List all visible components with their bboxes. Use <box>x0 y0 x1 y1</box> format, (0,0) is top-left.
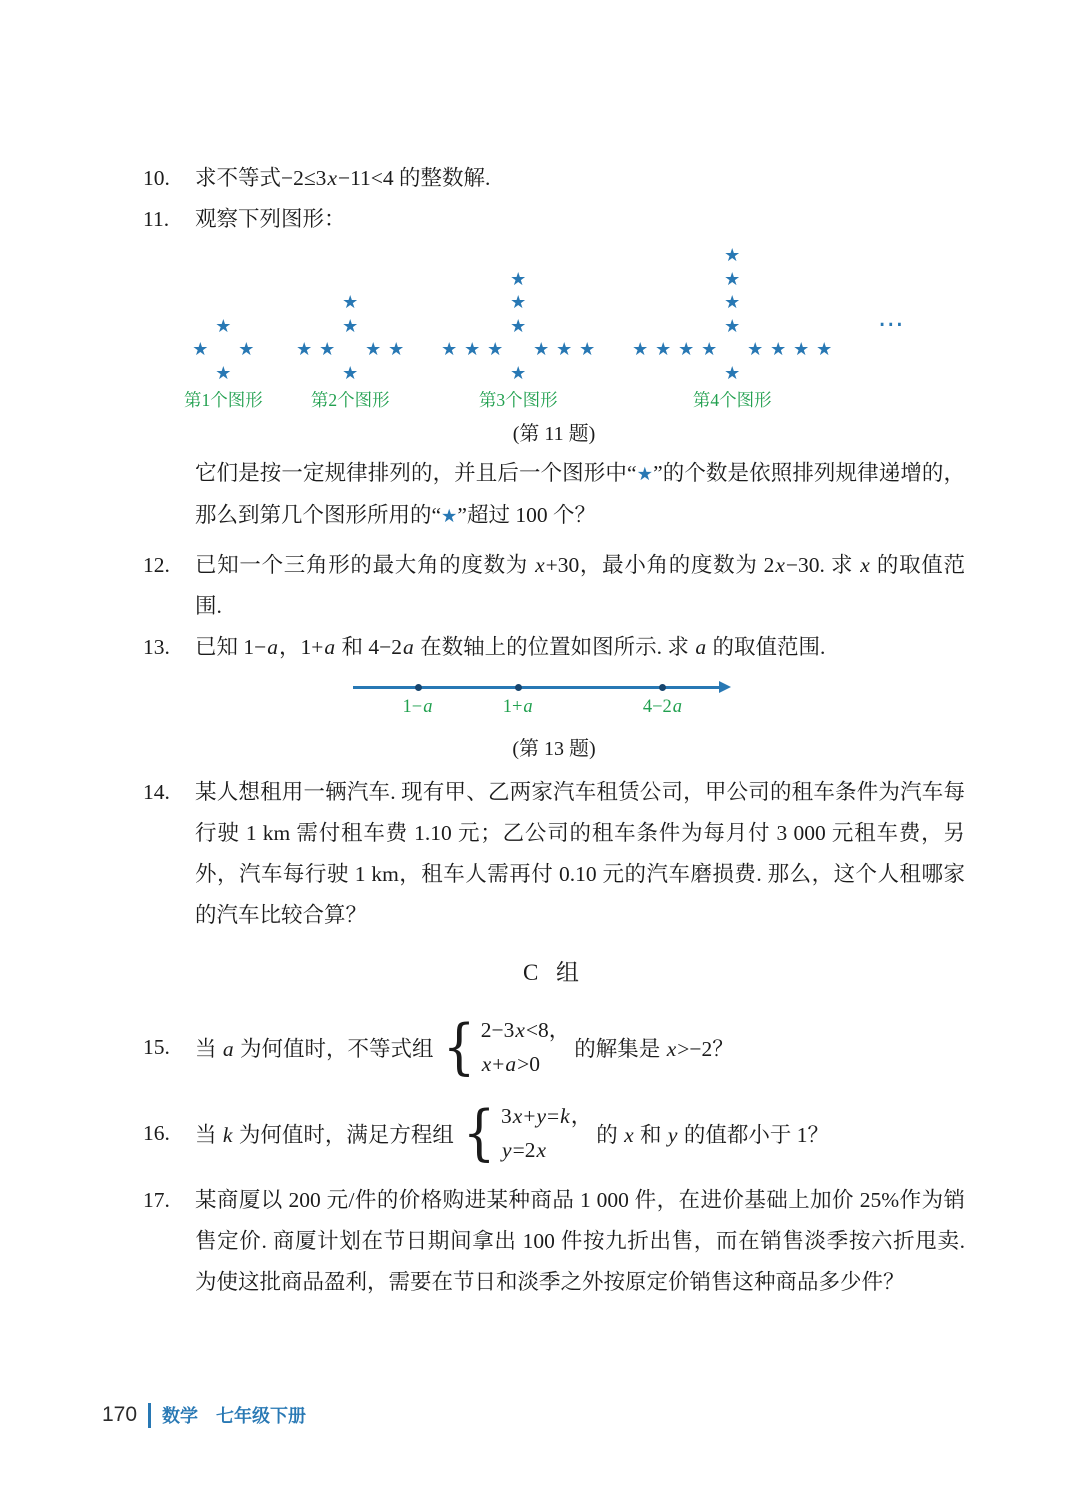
text-segment: 1− <box>402 697 423 717</box>
empty-cell <box>652 268 675 292</box>
text-segment: a <box>267 635 279 659</box>
empty-cell <box>189 315 212 339</box>
empty-cell <box>813 362 836 386</box>
empty-cell <box>461 291 484 315</box>
empty-cell <box>189 362 212 386</box>
empty-cell <box>767 244 790 268</box>
empty-cell <box>744 315 767 339</box>
empty-cell <box>212 338 235 362</box>
empty-cell <box>530 291 553 315</box>
point-label <box>503 697 534 718</box>
star-icon: ★ <box>342 362 359 384</box>
empty-cell <box>484 268 507 292</box>
empty-cell <box>553 291 576 315</box>
system-16-line-2 <box>501 1133 592 1167</box>
page-number: 170 <box>102 1403 138 1426</box>
star-icon: ★ <box>579 339 596 361</box>
empty-cell <box>461 268 484 292</box>
text-segment: 求不等式−2≤3 <box>195 166 327 190</box>
problem-14-text <box>195 772 965 936</box>
problem-15-number: 15. <box>143 1034 170 1059</box>
problem-12 <box>143 545 965 627</box>
text-segment: >0 <box>517 1052 541 1076</box>
text-segment: ， <box>570 1104 593 1128</box>
star-icon: ★ <box>319 339 336 361</box>
empty-cell <box>438 268 461 292</box>
problem-13 <box>143 627 965 668</box>
text-segment: >−2？ <box>677 1036 734 1061</box>
star-grid <box>189 315 258 386</box>
text-segment: ”超过 100 个？ <box>457 503 596 527</box>
text-segment: 它们是按一定规律排列的，并且后一个图形中“ <box>195 461 637 485</box>
empty-cell <box>629 362 652 386</box>
empty-cell <box>293 315 316 339</box>
empty-cell <box>767 362 790 386</box>
empty-cell <box>629 315 652 339</box>
empty-cell <box>675 244 698 268</box>
footer-divider <box>148 1403 151 1428</box>
empty-cell <box>698 268 721 292</box>
text-segment: 和 4−2 <box>336 635 403 659</box>
problem-13-text <box>195 627 965 668</box>
star-figure-4 <box>629 244 836 411</box>
problem-16-suffix <box>596 1118 829 1149</box>
problem-11 <box>143 199 965 240</box>
empty-cell <box>293 362 316 386</box>
text-segment: 在数轴上的位置如图所示. 求 <box>414 635 695 659</box>
empty-cell <box>698 244 721 268</box>
star-icon: ★ <box>770 339 787 361</box>
text-segment: ”的个数是依照排列规律递增的，那么到第几个图形所用的“ <box>195 461 966 527</box>
problem-16 <box>143 1090 965 1176</box>
star-icon: ★ <box>510 292 527 314</box>
text-segment: a <box>672 697 683 717</box>
text-segment: k <box>222 1122 233 1147</box>
figure-label: 第2个图形 <box>310 390 390 410</box>
problem-11-number: 11. <box>143 207 170 231</box>
text-segment: 的取值范围. <box>195 553 965 618</box>
text-segment: −11<4 的整数解. <box>337 166 491 190</box>
empty-cell <box>461 362 484 386</box>
text-segment: + <box>492 1052 505 1076</box>
text-segment: x <box>481 1052 492 1076</box>
empty-cell <box>698 315 721 339</box>
star-icon: ★ <box>510 315 527 337</box>
empty-cell <box>530 362 553 386</box>
text-segment: 的取值范围. <box>707 635 826 659</box>
text-segment: 的解集是 <box>574 1036 666 1061</box>
figure13-caption: (第 13 题) <box>512 738 596 760</box>
section-c-heading: C 组 <box>522 960 586 985</box>
figure11-caption: (第 11 题) <box>512 423 596 445</box>
empty-cell <box>790 268 813 292</box>
empty-cell <box>629 291 652 315</box>
empty-cell <box>675 315 698 339</box>
text-segment: y <box>536 1104 546 1128</box>
empty-cell <box>316 315 339 339</box>
empty-cell <box>461 315 484 339</box>
point-dot <box>515 684 522 691</box>
text-segment: a <box>505 1052 517 1076</box>
empty-cell <box>652 244 675 268</box>
text-segment: k <box>560 1104 570 1128</box>
text-segment: 4−2 <box>642 697 672 717</box>
text-segment: 3 <box>501 1104 512 1128</box>
text-segment: 已知 1− <box>195 635 267 659</box>
text-segment: a <box>523 697 533 717</box>
empty-cell <box>744 244 767 268</box>
star-icon: ★ <box>816 339 833 361</box>
number-line-arrowhead-icon <box>719 681 731 693</box>
text-segment: a <box>222 1036 234 1061</box>
empty-cell <box>813 268 836 292</box>
star-icon: ★ <box>510 268 527 290</box>
figure-label: 第3个图形 <box>478 390 558 410</box>
text-segment: =2 <box>512 1138 536 1162</box>
system-lines <box>501 1099 592 1167</box>
empty-cell <box>484 291 507 315</box>
empty-cell <box>698 362 721 386</box>
star-icon: ★ <box>510 362 527 384</box>
empty-cell <box>576 362 599 386</box>
star-icon: ★ <box>556 339 573 361</box>
system-16-line-1 <box>501 1099 592 1133</box>
footer-book-title: 七年级下册 <box>216 1406 307 1426</box>
star-figure-1 <box>184 315 263 412</box>
star-grid <box>629 244 836 385</box>
star-icon: ★ <box>678 339 695 361</box>
figure-label: 第4个图形 <box>692 390 772 410</box>
star-icon: ★ <box>487 339 504 361</box>
empty-cell <box>362 291 385 315</box>
text-segment: a <box>403 635 414 659</box>
exercise-content <box>143 158 965 1303</box>
star-icon: ★ <box>632 339 649 361</box>
text-segment: 的值都小于 1？ <box>678 1122 829 1147</box>
star-icon: ★ <box>636 464 654 485</box>
empty-cell <box>652 291 675 315</box>
empty-cell <box>675 268 698 292</box>
problem-11-paragraph <box>143 453 965 537</box>
text-segment: x <box>860 553 870 577</box>
empty-cell <box>316 362 339 386</box>
problem-14-number: 14. <box>143 780 170 804</box>
text-segment: x <box>775 553 785 577</box>
problem-10 <box>143 158 965 199</box>
text-segment: a <box>695 635 707 659</box>
problem-15-suffix <box>574 1032 733 1063</box>
figure-label: 第1个图形 <box>184 390 263 410</box>
star-icon: ★ <box>724 292 741 314</box>
empty-cell <box>576 291 599 315</box>
star-icon: ★ <box>215 362 232 384</box>
problem-10-number: 10. <box>143 166 170 190</box>
star-icon: ★ <box>238 339 255 361</box>
point-label <box>403 697 434 718</box>
star-icon: ★ <box>724 245 741 267</box>
empty-cell <box>767 268 790 292</box>
text-segment: x <box>327 166 337 190</box>
star-icon: ★ <box>215 315 232 337</box>
empty-cell <box>339 338 362 362</box>
empty-cell <box>438 362 461 386</box>
page-footer <box>102 1402 306 1428</box>
empty-cell <box>438 315 461 339</box>
system-lines <box>481 1013 571 1081</box>
text-segment: 和 <box>634 1122 667 1147</box>
star-icon: ★ <box>342 315 359 337</box>
equation-system-16 <box>460 1099 592 1167</box>
star-icon: ★ <box>441 506 458 527</box>
text-segment: x <box>624 1122 634 1147</box>
star-icon: ★ <box>388 339 405 361</box>
system-15-line-2 <box>481 1047 571 1081</box>
empty-cell <box>675 362 698 386</box>
system-15-line-1 <box>481 1013 571 1047</box>
text-segment: −30. 求 <box>785 553 860 577</box>
empty-cell <box>790 291 813 315</box>
star-icon: ★ <box>533 339 550 361</box>
empty-cell <box>235 362 258 386</box>
empty-cell <box>553 268 576 292</box>
text-segment: 的 <box>596 1122 624 1147</box>
empty-cell <box>790 244 813 268</box>
empty-cell <box>530 315 553 339</box>
empty-cell <box>767 315 790 339</box>
problem-17 <box>143 1180 965 1303</box>
star-icon: ★ <box>724 315 741 337</box>
star-icon: ★ <box>724 362 741 384</box>
text-segment: 1+ <box>502 697 523 717</box>
empty-cell <box>438 291 461 315</box>
star-icon: ★ <box>747 339 764 361</box>
empty-cell <box>235 315 258 339</box>
figure13-number-line <box>353 676 731 728</box>
star-figures-row <box>184 244 965 411</box>
empty-cell <box>813 291 836 315</box>
text-segment: 为何值时，不等式组 <box>234 1036 434 1061</box>
problem-17-number: 17. <box>143 1188 170 1212</box>
problem-16-number: 16. <box>143 1120 170 1145</box>
star-icon: ★ <box>464 339 481 361</box>
empty-cell <box>553 362 576 386</box>
number-line-axis <box>353 686 725 689</box>
text-segment: +30，最小角的度数为 2 <box>545 553 775 577</box>
text-segment: y <box>502 1138 512 1162</box>
text-segment: y <box>667 1122 678 1147</box>
left-brace-icon: { <box>462 1098 496 1168</box>
problem-13-number: 13. <box>143 635 170 659</box>
empty-cell <box>484 362 507 386</box>
star-icon: ★ <box>441 339 458 361</box>
empty-cell <box>484 315 507 339</box>
point-label <box>643 697 683 718</box>
star-icon: ★ <box>793 339 810 361</box>
star-grid <box>293 291 408 385</box>
problem-10-text <box>195 158 965 199</box>
point-dot <box>659 684 666 691</box>
star-icon: ★ <box>655 339 672 361</box>
problem-12-text <box>195 545 965 627</box>
empty-cell <box>767 291 790 315</box>
empty-cell <box>385 315 408 339</box>
empty-cell <box>721 338 744 362</box>
text-segment: x <box>515 1018 525 1042</box>
problem-14 <box>143 772 965 936</box>
text-segment: 为何值时，满足方程组 <box>233 1122 454 1147</box>
text-segment: 当 <box>195 1122 222 1147</box>
empty-cell <box>790 315 813 339</box>
star-figure-3 <box>438 268 599 412</box>
text-segment: 某商厦以 200 元/件的价格购进某种商品 1 000 件，在进价基础上加价 25%作为销售定价. 商厦计划在节日期间拿出 100 件按九折出售，而在销售淡季按六折甩卖. 为使这批商品盈利，需要在节日和淡季之外按原定价销售这种商品多少件？ <box>195 1188 965 1294</box>
empty-cell <box>385 291 408 315</box>
ellipsis-dots: … <box>877 303 906 333</box>
text-segment: = <box>547 1104 560 1128</box>
text-segment: x <box>666 1036 677 1061</box>
text-segment: <8， <box>525 1018 571 1042</box>
problem-15-prefix <box>195 1032 434 1063</box>
empty-cell <box>385 362 408 386</box>
problem-16-prefix <box>195 1118 454 1149</box>
empty-cell <box>362 362 385 386</box>
text-segment: 已知一个三角形的最大角的度数为 <box>195 553 535 577</box>
empty-cell <box>698 291 721 315</box>
problem-12-number: 12. <box>143 553 170 577</box>
empty-cell <box>576 268 599 292</box>
empty-cell <box>813 315 836 339</box>
text-segment: a <box>423 697 433 717</box>
text-segment: x <box>536 1138 546 1162</box>
empty-cell <box>629 268 652 292</box>
empty-cell <box>507 338 530 362</box>
star-icon: ★ <box>701 339 718 361</box>
empty-cell <box>293 291 316 315</box>
inequality-system-15 <box>440 1013 571 1081</box>
empty-cell <box>362 315 385 339</box>
empty-cell <box>790 362 813 386</box>
empty-cell <box>316 291 339 315</box>
empty-cell <box>744 268 767 292</box>
text-segment: ，1+ <box>279 635 324 659</box>
star-icon: ★ <box>342 292 359 314</box>
problem-11-head: 观察下列图形： <box>195 207 346 231</box>
text-segment: x <box>535 553 545 577</box>
empty-cell <box>629 244 652 268</box>
empty-cell <box>576 315 599 339</box>
point-dot <box>415 684 422 691</box>
empty-cell <box>553 315 576 339</box>
text-segment: x <box>512 1104 523 1128</box>
star-grid <box>438 268 599 386</box>
star-icon: ★ <box>724 268 741 290</box>
empty-cell <box>530 268 553 292</box>
problem-15 <box>143 1004 965 1090</box>
empty-cell <box>675 291 698 315</box>
empty-cell <box>813 244 836 268</box>
empty-cell <box>744 362 767 386</box>
star-icon: ★ <box>296 339 313 361</box>
problem-11-paragraph-text <box>195 453 965 537</box>
star-icon: ★ <box>192 339 209 361</box>
empty-cell <box>652 315 675 339</box>
empty-cell <box>652 362 675 386</box>
empty-cell <box>744 291 767 315</box>
left-brace-icon: { <box>442 1012 475 1082</box>
text-segment: a <box>324 635 336 659</box>
star-figure-2 <box>293 291 408 411</box>
text-segment: + <box>523 1104 536 1128</box>
text-segment: 2−3 <box>480 1018 515 1042</box>
footer-subject: 数学 <box>162 1406 199 1426</box>
text-segment: 某人想租用一辆汽车. 现有甲、乙两家汽车租赁公司，甲公司的租车条件为汽车每行驶 1 km 需付租车费 1.10 元；乙公司的租车条件为每月付 3 000 元租车费，另外，汽车每行驶 1 km，租车人需再付 0.10 元的汽车磨损费. 那么，这个人租哪家的汽车比较合算？ <box>195 780 965 927</box>
problem-17-text <box>195 1180 965 1303</box>
text-segment: 当 <box>195 1036 222 1061</box>
star-icon: ★ <box>365 339 382 361</box>
